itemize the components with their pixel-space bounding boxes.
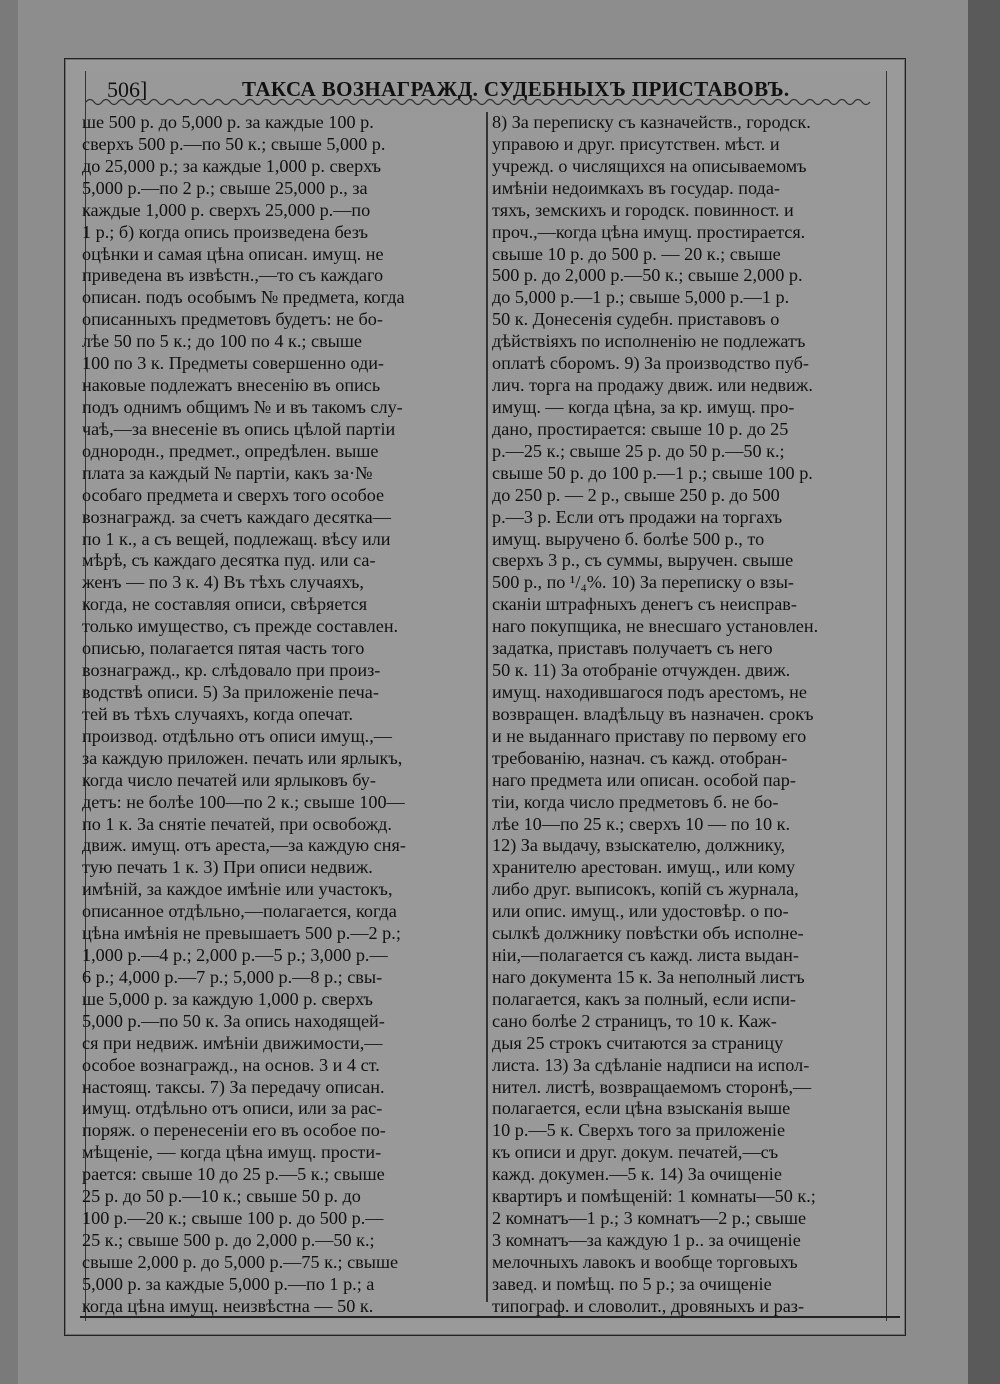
right-column-line: свыше 10 р. до 500 р. — 20 к.; свыше bbox=[492, 243, 781, 264]
left-column-line: сверхъ 500 р.—по 50 к.; свыше 5,000 р. bbox=[82, 133, 386, 154]
page-number: 506] bbox=[107, 77, 148, 102]
right-column-line: до 250 р. — 2 р., свыше 250 р. до 500 bbox=[492, 484, 780, 505]
left-column-line: имущ. отдѣльно отъ описи, или за рас- bbox=[82, 1098, 383, 1119]
right-column-line: до 5,000 р.—1 р.; свыше 5,000 р.—1 р. bbox=[492, 287, 790, 308]
right-column-line: сканіи штрафныхъ денегъ съ неисправ- bbox=[492, 594, 797, 615]
right-column-line: наго предмета или описан. особой пар- bbox=[492, 769, 796, 790]
right-column-line: имущ. находившагося подъ арестомъ, не bbox=[492, 681, 807, 702]
right-column-line: лѣе 10—по 25 к.; сверхъ 10 — по 10 к. bbox=[492, 813, 791, 834]
right-column-line: дыя 25 строкъ считаются за страницу bbox=[492, 1032, 784, 1053]
left-column bbox=[82, 112, 482, 1316]
right-column-line: 8) За переписку съ казначейств., городск. bbox=[492, 112, 811, 132]
scan-left-edge bbox=[0, 0, 18, 1384]
left-column-line: рается: свыше 10 до 25 р.—5 к.; свыше bbox=[82, 1164, 385, 1185]
two-column-body bbox=[82, 112, 882, 1316]
right-column-line: 50 к. Донесенія судебн. приставовъ о bbox=[492, 309, 780, 330]
left-column-line: 25 р. до 50 р.—10 к.; свыше 50 р. до bbox=[82, 1186, 361, 1207]
right-column-line: свыше 50 р. до 100 р.—1 р.; свыше 100 р. bbox=[492, 462, 813, 483]
left-column-line: вознагражд. за счетъ каждаго десятка— bbox=[82, 506, 391, 527]
right-column-line: квартиръ и помѣщеній: 1 комнаты—50 к.; bbox=[492, 1186, 816, 1207]
page-title: ТАКСА ВОЗНАГРАЖД. СУДЕБНЫХЪ ПРИСТАВОВЪ. bbox=[242, 77, 790, 101]
right-column-line: нител. листѣ, возвращаемомъ сторонѣ,— bbox=[492, 1076, 812, 1097]
right-column-line: возвращен. владѣльцу въ назначен. срокъ bbox=[492, 703, 814, 724]
right-column-line: задатка, приставъ получаетъ съ него bbox=[492, 638, 773, 659]
left-column-line: 5,000 р.—по 2 р.; свыше 25,000 р., за bbox=[82, 177, 368, 198]
bottom-rule bbox=[80, 1316, 900, 1318]
left-column-line: описанное отдѣльно,—полагается, когда bbox=[82, 901, 397, 922]
right-column-line: имѣніи недоимкахъ въ государ. пода- bbox=[492, 177, 780, 198]
right-column-line: имущ. выручено б. болѣе 500 р., то bbox=[492, 528, 765, 549]
left-column-line: когда число печатей или ярлыковъ бу- bbox=[82, 769, 376, 790]
left-column-line: тей въ тѣхъ случаяхъ, когда опечат. bbox=[82, 703, 354, 724]
right-column-line: полагается, какъ за полный, если испи- bbox=[492, 988, 796, 1009]
left-column-line: по 1 к., а съ вещей, подлежащ. вѣсу или bbox=[82, 528, 391, 549]
left-column-line: однородн., предмет., опредѣлен. выше bbox=[82, 440, 379, 461]
left-column-line: мѣрѣ, съ каждаго десятка пуд. или са- bbox=[82, 550, 376, 571]
right-column-line: имущ. — когда цѣна, за кр. имущ. про- bbox=[492, 396, 795, 417]
left-column-line: только имущество, съ прежде составлен. bbox=[82, 616, 399, 637]
left-column-line: производ. отдѣльно отъ описи имущ.,— bbox=[82, 725, 392, 746]
left-column-line: особое вознагражд., на основ. 3 и 4 ст. bbox=[82, 1054, 380, 1075]
left-column-line: 5,000 р. за каждые 5,000 р.—по 1 р.; а bbox=[82, 1273, 375, 1294]
left-column-line: 5,000 р.—по 50 к. За опись находящей- bbox=[82, 1010, 385, 1031]
left-column-line: наковые подлежатъ внесенію въ опись bbox=[82, 375, 381, 396]
left-column-line: свыше 2,000 р. до 5,000 р.—75 к.; свыше bbox=[82, 1251, 399, 1272]
right-column-line: 3 комнатъ—за каждую 1 р.. за очищеніе bbox=[492, 1230, 801, 1251]
left-column-line: когда цѣна имущ. неизвѣстна — 50 к. bbox=[82, 1295, 374, 1316]
right-column-line: 500 р., по ¹/₄%. 10) За переписку о взы- bbox=[492, 572, 794, 593]
right-column-line: 12) За выдачу, взыскателю, должнику, bbox=[492, 835, 786, 856]
right-column-line: наго документа 15 к. За неполный листъ bbox=[492, 966, 805, 987]
left-column-line: движ. имущ. отъ ареста,—за каждую сня- bbox=[82, 835, 406, 856]
right-column-line: тяхъ, земскихъ и городск. повинност. и bbox=[492, 199, 794, 220]
column-divider bbox=[486, 112, 488, 1302]
left-column-line: 25 к.; свыше 500 р. до 2,000 р.—50 к.; bbox=[82, 1230, 375, 1251]
left-column-line: 100 по 3 к. Предметы совершенно оди- bbox=[82, 353, 384, 374]
right-column-line: 2 комнатъ—1 р.; 3 комнатъ—2 р.; свыше bbox=[492, 1208, 807, 1229]
right-column-line: наго покупщика, не внесшаго установлен. bbox=[492, 616, 819, 637]
right-column-line: требованію, назнач. съ кажд. отобран- bbox=[492, 747, 788, 768]
left-column-line: оцѣнки и самая цѣна описан. имущ. не bbox=[82, 243, 384, 264]
left-column-line: 1 р.; б) когда опись произведена безъ bbox=[82, 221, 369, 242]
left-column-line: описан. подъ особымъ № предмета, когда bbox=[82, 287, 405, 308]
left-column-line: поряж. о перенесеніи его въ особое по- bbox=[82, 1120, 386, 1141]
right-column-line: 500 р. до 2,000 р.—50 к.; свыше 2,000 р. bbox=[492, 265, 803, 286]
right-column-line: р.—25 к.; свыше 25 р. до 50 р.—50 к.; bbox=[492, 440, 785, 461]
left-column-line: особаго предмета и сверхъ того особое bbox=[82, 484, 385, 505]
right-column-line: къ описи и друг. докум. печатей,—съ bbox=[492, 1142, 779, 1163]
left-column-line: женъ — по 3 к. 4) Въ тѣхъ случаяхъ, bbox=[82, 572, 364, 593]
right-column-line: лич. торга на продажу движ. или недвиж. bbox=[492, 375, 813, 396]
right-column-line: сано болѣе 2 страницъ, то 10 к. Каж- bbox=[492, 1010, 777, 1031]
left-column-line: имѣній, за каждое имѣніе или участокъ, bbox=[82, 879, 393, 900]
right-column-line: мелочныхъ лавокъ и вообще торговыхъ bbox=[492, 1251, 798, 1272]
right-column-line: ніи,—полагается съ кажд. листа выдан- bbox=[492, 945, 799, 966]
left-column-line: вознагражд., кр. слѣдовало при произ- bbox=[82, 660, 381, 681]
left-column-line: описью, полагается пятая часть того bbox=[82, 638, 365, 659]
left-column-line: 100 р.—20 к.; свыше 100 р. до 500 р.— bbox=[82, 1208, 384, 1229]
right-column-line: сылкѣ должнику повѣстки объ исполне- bbox=[492, 923, 804, 944]
left-column-line: настоящ. таксы. 7) За передачу описан. bbox=[82, 1076, 385, 1097]
left-column-line: приведена въ извѣстн.,—то съ каждаго bbox=[82, 265, 384, 286]
right-column-line: дѣйствіяхъ по исполненію не подлежатъ bbox=[492, 331, 806, 352]
left-column-line: плата за каждый № партіи, какъ за·№ bbox=[82, 462, 373, 483]
right-column-line: 50 к. 11) За отобраніе отчужден. движ. bbox=[492, 660, 791, 681]
right-column-line: листа. 13) За сдѣланіе надписи на испол- bbox=[492, 1054, 810, 1075]
left-column-line: до 25,000 р.; за каждые 1,000 р. сверхъ bbox=[82, 155, 381, 176]
left-column-line: за каждую приложен. печать или ярлыкъ, bbox=[82, 747, 403, 768]
right-column-line: проч.,—когда цѣна имущ. простирается. bbox=[492, 221, 806, 242]
left-column-line: ше 5,000 р. за каждую 1,000 р. сверхъ bbox=[82, 988, 373, 1009]
right-column-line: р.—3 р. Если отъ продажи на торгахъ bbox=[492, 506, 783, 527]
left-column-line: лѣе 50 по 5 к.; до 100 по 4 к.; свыше bbox=[82, 331, 362, 352]
right-column-line: оплатѣ сборомъ. 9) За производство пуб- bbox=[492, 353, 809, 374]
left-column-line: водствѣ описи. 5) За приложеніе печа- bbox=[82, 681, 379, 702]
left-column-line: описанныхъ предметовъ будетъ: не бо- bbox=[82, 309, 383, 330]
right-column-line: 10 р.—5 к. Сверхъ того за приложеніе bbox=[492, 1120, 786, 1141]
decorative-wavy-rule bbox=[86, 94, 866, 110]
right-column-line: полагается, если цѣна взысканія выше bbox=[492, 1098, 791, 1119]
left-column-line: мѣщеніе, — когда цѣна имущ. прости- bbox=[82, 1142, 382, 1163]
left-column-line: тую печать 1 к. 3) При описи недвиж. bbox=[82, 857, 373, 878]
left-column-line: цѣна имѣнія не превышаетъ 500 р.—2 р.; bbox=[82, 923, 401, 944]
right-column-line: тіи, когда число предметовъ б. не бо- bbox=[492, 791, 779, 812]
left-column-line: чаѣ,—за внесеніе въ опись цѣлой партіи bbox=[82, 418, 396, 439]
right-column-line: типограф. и словолит., дровяныхъ и раз- bbox=[492, 1295, 805, 1316]
left-column-line: по 1 к. За снятіе печатей, при освобожд. bbox=[82, 813, 392, 834]
left-column-line: каждые 1,000 р. сверхъ 25,000 р.—по bbox=[82, 199, 371, 220]
right-column-line: учрежд. о числящихся на описываемомъ bbox=[492, 155, 807, 176]
right-column-line: либо друг. выписокъ, копій съ журнала, bbox=[492, 879, 799, 900]
right-column-line: кажд. докумен.—5 к. 14) За очищеніе bbox=[492, 1164, 782, 1185]
right-column-line: хранителю арестован. имущ., или кому bbox=[492, 857, 796, 878]
left-column-line: когда, не составляя описи, свѣряется bbox=[82, 594, 368, 615]
right-column-line: или опис. имущ., или удостовѣр. о по- bbox=[492, 901, 789, 922]
scan-right-edge bbox=[968, 0, 1000, 1384]
left-column-line: 1,000 р.—4 р.; 2,000 р.—5 р.; 3,000 р.— bbox=[82, 945, 388, 966]
left-column-line: подъ однимъ общимъ № и въ такомъ слу- bbox=[82, 396, 403, 417]
left-column-line: детъ: не болѣе 100—по 2 к.; свыше 100— bbox=[82, 791, 405, 812]
left-column-line: 6 р.; 4,000 р.—7 р.; 5,000 р.—8 р.; свы- bbox=[82, 966, 383, 987]
right-column-line: дано, простирается: свыше 10 р. до 25 bbox=[492, 418, 789, 439]
right-column-line: и не выданнаго приставу по первому его bbox=[492, 725, 807, 746]
right-column-line: сверхъ 3 р., съ суммы, выручен. свыше bbox=[492, 550, 794, 571]
right-column-line: завед. и помѣщ. по 5 р.; за очищеніе bbox=[492, 1273, 772, 1294]
left-column-line: ся при недвиж. имѣніи движимости,— bbox=[82, 1032, 383, 1053]
right-column bbox=[492, 112, 884, 1316]
left-column-line: ше 500 р. до 5,000 р. за каждые 100 р. bbox=[82, 112, 374, 132]
right-column-line: управою и друг. присутствен. мѣст. и bbox=[492, 133, 780, 154]
